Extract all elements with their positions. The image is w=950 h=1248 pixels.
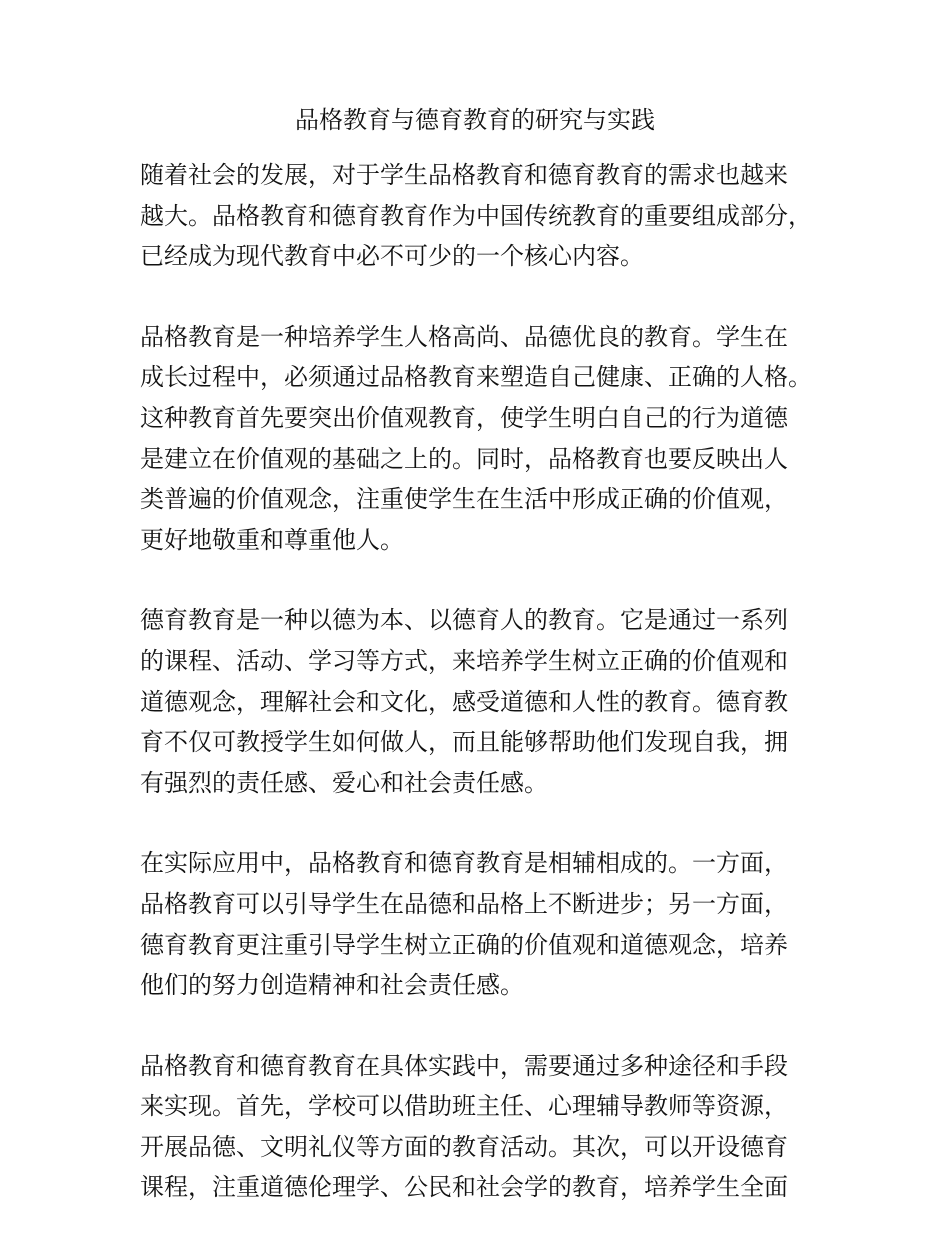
paragraph-line: 这种教育首先要突出价值观教育，使学生明白自己的行为道德 — [140, 403, 788, 432]
paragraph-line: 是建立在价值观的基础之上的。同时，品格教育也要反映出人 — [140, 444, 788, 473]
paragraph-practical-application — [140, 843, 840, 1005]
document-body — [140, 155, 840, 1248]
paragraph-line: 类普遍的价值观念，注重使学生在生活中形成正确的价值观， — [140, 485, 788, 514]
paragraph-line: 品格教育和德育教育在具体实践中，需要通过多种途径和手段 — [140, 1051, 788, 1080]
paragraph-line: 品格教育可以引导学生在品德和品格上不断进步；另一方面， — [140, 889, 788, 918]
paragraph-line: 在实际应用中，品格教育和德育教育是相辅相成的。一方面， — [140, 849, 788, 878]
paragraph-line: 随着社会的发展，对于学生品格教育和德育教育的需求也越来 — [140, 161, 788, 189]
paragraph-line: 德育教育更注重引导学生树立正确的价值观和道德观念，培养 — [140, 930, 788, 959]
paragraph-line: 他们的努力创造精神和社会责任感。 — [140, 971, 524, 1000]
paragraph-line: 道德观念，理解社会和文化，感受道德和人性的教育。德育教 — [140, 687, 788, 716]
document-title: 品格教育与德育教育的研究与实践 — [295, 106, 655, 134]
paragraph-line: 品格教育是一种培养学生人格高尚、品德优良的教育。学生在 — [140, 322, 788, 351]
paragraph-line: 有强烈的责任感、爱心和社会责任感。 — [140, 768, 548, 797]
paragraph-line: 开展品德、文明礼仪等方面的教育活动。其次，可以开设德育 — [140, 1132, 788, 1161]
paragraph-line: 更好地敬重和尊重他人。 — [140, 525, 404, 554]
paragraph-line: 已经成为现代教育中必不可少的一个核心内容。 — [140, 242, 644, 271]
paragraph-character-education — [140, 317, 840, 561]
paragraph-line: 的课程、活动、学习等方式，来培养学生树立正确的价值观和 — [140, 646, 788, 675]
paragraph-line: 德育教育是一种以德为本、以德育人的教育。它是通过一系列 — [140, 606, 788, 635]
paragraph-line: 来实现。首先，学校可以借助班主任、心理辅导教师等资源， — [140, 1092, 788, 1121]
paragraph-moral-education — [140, 600, 840, 803]
paragraph-intro — [140, 155, 840, 277]
paragraph-line: 育不仅可教授学生如何做人，而且能够帮助他们发现自我，拥 — [140, 728, 788, 757]
paragraph-line: 越大。品格教育和德育教育作为中国传统教育的重要组成部分， — [140, 201, 812, 230]
paragraph-line: 成长过程中，必须通过品格教育来塑造自己健康、正确的人格。 — [140, 363, 812, 392]
paragraph-implementation — [140, 1046, 840, 1208]
paragraph-line: 课程，注重道德伦理学、公民和社会学的教育，培养学生全面 — [140, 1173, 788, 1202]
